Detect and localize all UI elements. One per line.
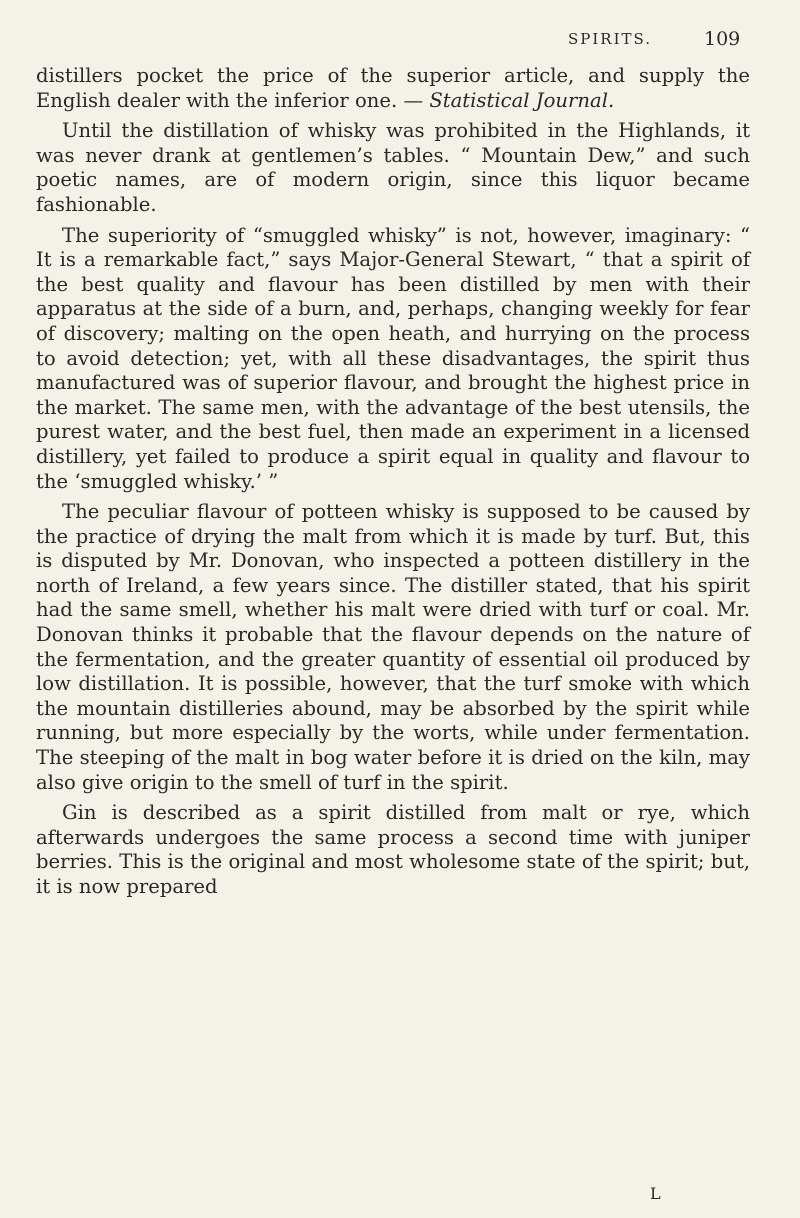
running-header [0, 30, 800, 60]
paragraph-mountain-dew: Until the distillation of whisky was prohibited in the Highlands, it was never drank at gentlemen’s tables. “ Mountain Dew,” and such poetic names, are of modern origin, since this liquor became fashionable. [36, 119, 750, 216]
paragraph-gin: Gin is described as a spirit distilled from malt or rye, which afterwards undergoes the same process a second time with juniper berries. This is the original and most wholesome state of the spirit; but, it is now prepared [36, 801, 750, 898]
paragraph-smuggled-whisky: The superiority of “smuggled whisky” is not, however, imaginary: “ It is a remarkable fact,” says Major-General Stewart, “ that a spirit of the best quality and flavour has been distilled by men with their apparatus at the side of a burn, and, perhaps, changing weekly for fear of discovery; malting on the open heath, and hurrying on the process to avoid detection; yet, with all these disadvantages, the spirit thus manufactured was of superior flavour, and brought the highest price in the market. The same men, with the advantage of the best utensils, the purest water, and the best fuel, then made an experiment in a licensed distillery, yet failed to produce a spirit equal in quality and flavour to the ‘smuggled whisky.’ ” [36, 223, 750, 493]
page-number: 109 [704, 28, 741, 50]
paragraph-potteen-flavour: The peculiar flavour of potteen whisky is supposed to be caused by the practice of drying the malt from which it is made by turf. But, this is disputed by Mr. Donovan, who inspected a potteen distillery in the north of Ireland, a few years since. The distiller stated, that his spirit had the same smell, whether his malt were dried with turf or coal. Mr. Donovan thinks it probable that the flavour depends on the nature of the fermentation, and the greater quantity of essential oil produced by low distillation. It is possible, however, that the turf smoke with which the mountain distilleries abound, may be absorbed by the spirit while running, but more especially by the worts, while under fermentation. The steeping of the malt in bog water before it is dried on the kiln, may also give origin to the smell of turf in the spirit. [36, 500, 750, 794]
text-column [36, 64, 750, 900]
paragraph-text: distillers pocket the price of the superior article, and supply the English dealer with the inferior one. — [36, 64, 750, 112]
running-head: SPIRITS. [568, 30, 653, 48]
signature-mark: L [650, 1184, 661, 1203]
paragraph-statistical-journal [36, 64, 750, 113]
source-citation: Statistical Journal. [429, 88, 615, 112]
